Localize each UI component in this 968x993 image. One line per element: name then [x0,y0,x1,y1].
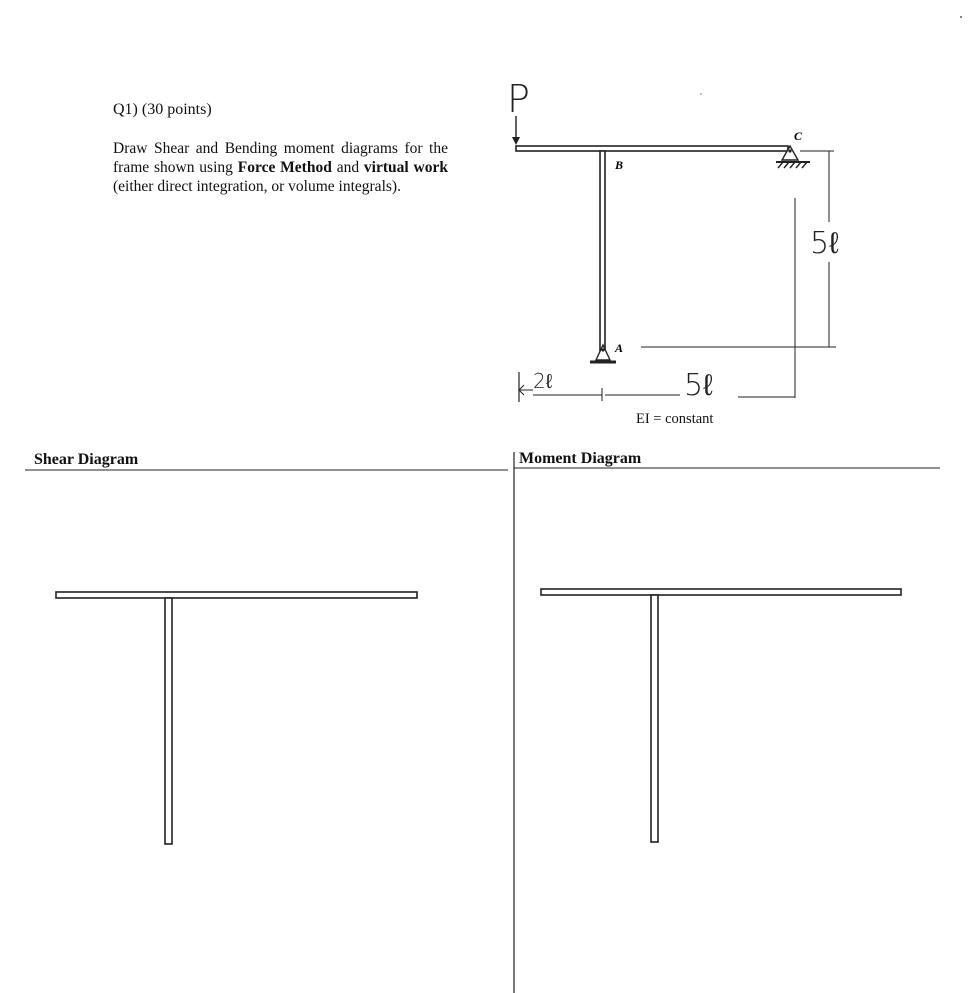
node-a-label: A [615,341,624,355]
virtual-work-term: virtual work [363,159,448,176]
moment-template-beam [541,589,901,595]
force-method-term: Force Method [237,159,332,176]
load-label: P [507,77,530,121]
column-member [600,151,605,351]
node-b-label: B [615,158,624,172]
shear-diagram-heading: Shear Diagram [34,451,139,468]
moment-diagram-heading: Moment Diagram [519,450,642,467]
dim-right-label: 5ℓ [684,368,713,403]
beam-member [516,146,788,151]
pin-a-dot [601,348,604,351]
question-title: Q1) (30 points) [113,101,212,118]
scan-speck [960,16,962,18]
question-body-text: Draw Shear and Bending moment diagrams for the frame shown using [113,140,448,176]
pin-support-a [596,345,610,360]
shear-template-column [165,598,172,844]
scan-speck [700,93,702,95]
ei-constant-note: EI = constant [636,411,714,427]
question-body-text: (either direct integration, or volume integrals). [113,178,401,195]
load-arrow-head [512,137,520,145]
question-body-text: and [331,159,364,176]
pin-c-dot [788,149,791,152]
shear-template-beam [56,592,417,598]
moment-template-column [651,595,658,842]
node-c-label: C [794,129,803,143]
dim-left-label: 2ℓ [533,369,553,393]
dim-vertical-label: 5ℓ [810,226,839,261]
